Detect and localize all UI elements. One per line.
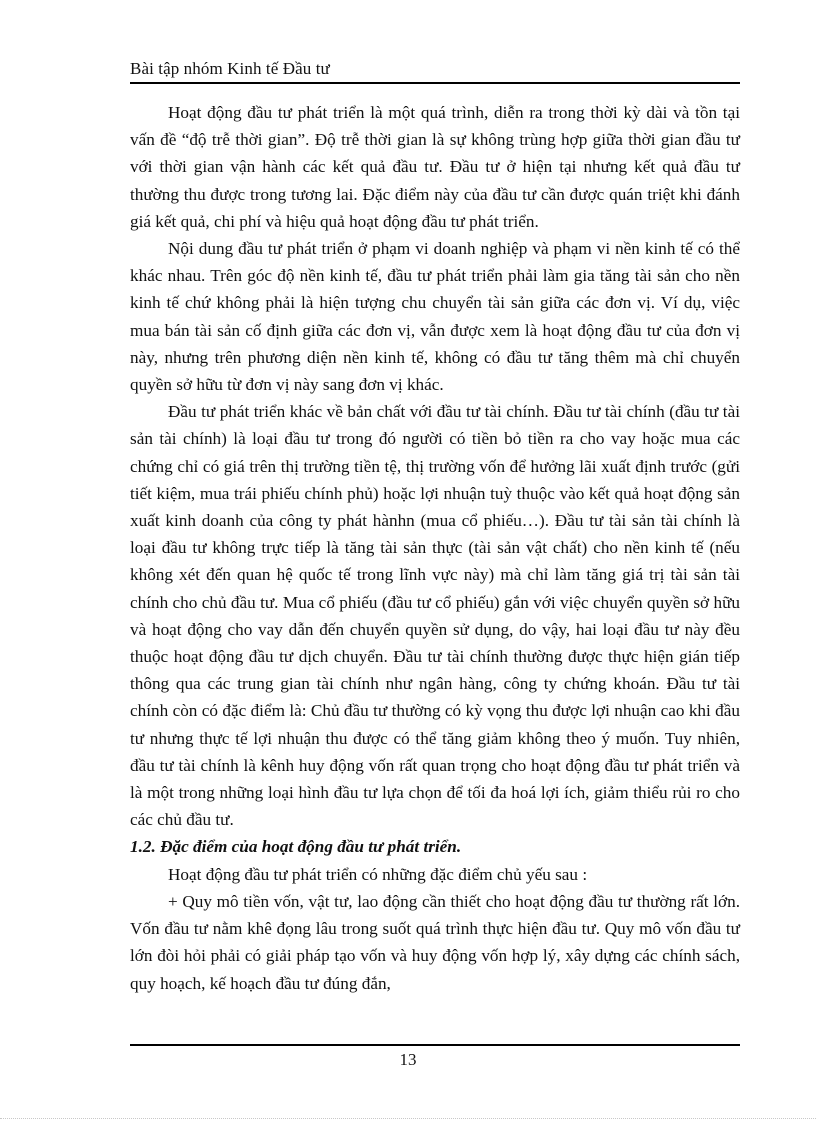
section-heading: 1.2. Đặc điểm của hoạt động đầu tư phát triển. xyxy=(130,837,462,857)
bullet-paragraph: + Quy mô tiền vốn, vật tư, lao động cần thiết cho hoạt động đầu tư thường rất lớn. Vốn đầu tư nằm khê đọng lâu trong suốt quá trình thực hiện đầu tư. Quy mô vốn đầu tư lớn đòi hỏi phải có giải pháp tạo vốn và huy động vốn hợp lý, xây dựng các chính sách, quy hoạch, kế hoạch đầu tư đúng đắn, xyxy=(130,891,740,993)
paragraph: Nội dung đầu tư phát triển ở phạm vi doanh nghiệp và phạm vi nền kinh tế có thể khác nhau. Trên góc độ nền kinh tế, đầu tư phát triển phải làm gia tăng tài sản cho nền kinh tế chứ không phải là hiện tượng chu chuyển tài sản giữa các đơn vị. Ví dụ, việc mua bán tài sản cố định giữa các đơn vị, vẫn được xem là hoạt động đầu tư của đơn vị này, nhưng trên phương diện nền kinh tế, không có đầu tư tăng thêm mà chỉ chuyển quyền sở hữu từ đơn vị này sang đơn vị khác. xyxy=(130,239,740,395)
footer-rule xyxy=(130,1044,740,1046)
paragraph: Hoạt động đầu tư phát triển là một quá trình, diễn ra trong thời kỳ dài và tồn tại vấn đề “độ trễ thời gian”. Độ trễ thời gian là sự không trùng hợp giữa thời gian đầu tư với thời gian vận hành các kết quả đầu tư. Đầu tư ở hiện tại nhưng kết quả đầu tư thường thu được trong tương lai. Đặc điểm này của đầu tư cần được quán triệt khi đánh giá kết quả, chi phí và hiệu quả hoạt động đầu tư phát triển. xyxy=(130,103,740,231)
header-title: Bài tập nhóm Kinh tế Đầu tư xyxy=(130,59,330,78)
paragraph: Đầu tư phát triển khác về bản chất với đầu tư tài chính. Đầu tư tài chính (đầu tư tài sản tài chính) là loại đầu tư trong đó người có tiền bỏ tiền ra cho vay hoặc mua các chứng chỉ có giá trên thị trường tiền tệ, thị trường vốn để hưởng lãi xuất định trước (gửi tiết kiệm, mua trái phiếu chính phủ) hoặc lợi nhuận tuỳ thuộc vào kết quả hoạt động sản xuất kinh doanh của công ty phát hànhn (mua cổ phiếu…). Đầu tư tài sản tài chính là loại đầu tư không trực tiếp là tăng tài sản thực (tài sản vật chất) cho nền kinh tế (nếu không xét đến quan hệ quốc tế trong lĩnh vực này) mà chỉ làm tăng giá trị tài sản tài chính cho chủ đầu tư. Mua cổ phiếu (đầu tư cổ phiếu) gắn với việc chuyển quyền sở hữu và hoạt động cho vay dẫn đến chuyển quyền sử dụng, do vậy, hai loại đầu tư này đều thuộc hoạt động đầu tư dịch chuyển. Đầu tư tài chính thường được thực hiện gián tiếp thông qua các trung gian tài chính như ngân hàng, công ty chứng khoán. Đầu tư tài chính còn có đặc điểm là: Chủ đầu tư thường có kỳ vọng thu được lợi nhuận cao khi đầu tư nhưng thực tế lợi nhuận thu được có thể tăng giảm không theo ý muốn. Tuy nhiên, đầu tư tài chính là kênh huy động vốn rất quan trọng cho hoạt động đầu tư phát triển và là một trong những loại hình đầu tư lựa chọn để tối đa hoá lợi ích, giảm thiểu rủi ro cho các chủ đầu tư. xyxy=(130,402,740,830)
body-text xyxy=(130,99,740,997)
page-header xyxy=(130,58,740,84)
page-bottom-border xyxy=(0,1118,816,1119)
section-intro: Hoạt động đầu tư phát triển có những đặc điểm chủ yếu sau : xyxy=(168,864,588,884)
page-number: 13 xyxy=(399,1050,417,1069)
